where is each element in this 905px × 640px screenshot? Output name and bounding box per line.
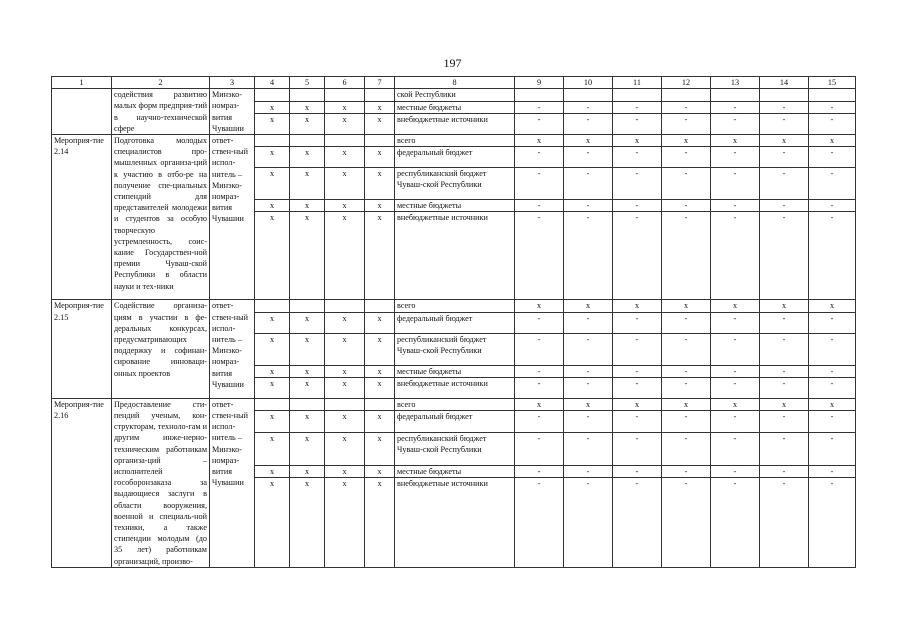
value-cell: - [711, 212, 760, 300]
value-cell: - [515, 432, 564, 465]
value-cell: - [809, 200, 856, 212]
x-mark: x [255, 465, 290, 478]
column-header: 11 [613, 77, 662, 89]
executor-cell: Минэко-номраз-вития Чувашии [210, 89, 255, 135]
value-cell: - [515, 365, 564, 377]
value-cell: - [613, 465, 662, 478]
x-mark: x [290, 333, 325, 365]
value-cell: - [809, 101, 856, 113]
value-cell: - [613, 312, 662, 333]
description-cell: Предоставление сти-пендий ученым, кон-структорам, техноло-гам и другим инже-нерно-техническим работникам организа-ций – исполнителей гособоронзаказа за выдающиеся заслуги в области вооружения, военной и специаль-ной техники, а также стипендии молодым (до 35 лет) работникам организаций, произво- [112, 398, 210, 567]
value-cell: - [760, 312, 809, 333]
x-mark: x [255, 312, 290, 333]
value-cell: - [711, 333, 760, 365]
value-cell: - [515, 478, 564, 567]
empty-cell [325, 398, 365, 411]
empty-cell [711, 89, 760, 101]
column-header: 6 [325, 77, 365, 89]
x-mark: x [365, 113, 395, 134]
x-mark: x [325, 101, 365, 113]
value-cell: - [613, 147, 662, 168]
value-cell: - [515, 465, 564, 478]
funding-source: местные бюджеты [395, 101, 515, 113]
value-cell: - [515, 147, 564, 168]
value-cell: - [809, 147, 856, 168]
x-mark: x [365, 212, 395, 300]
x-mark: x [365, 147, 395, 168]
value-cell: - [809, 411, 856, 433]
empty-cell [613, 89, 662, 101]
x-mark: x [325, 113, 365, 134]
executor-cell: ответ-ствен-ный испол-нитель – Минэко-номраз-вития Чувашии [210, 398, 255, 567]
funding-source: местные бюджеты [395, 465, 515, 478]
value-cell: - [613, 377, 662, 398]
value-cell: - [809, 168, 856, 200]
value-cell: x [515, 398, 564, 411]
value-cell: - [760, 212, 809, 300]
x-mark: x [255, 478, 290, 567]
column-header: 15 [809, 77, 856, 89]
value-cell: x [809, 135, 856, 147]
value-cell: - [662, 333, 711, 365]
value-cell: x [662, 135, 711, 147]
funding-source: федеральный бюджет [395, 411, 515, 433]
value-cell: - [711, 147, 760, 168]
column-header: 8 [395, 77, 515, 89]
funding-source: всего [395, 300, 515, 312]
x-mark: x [255, 333, 290, 365]
value-cell: x [711, 398, 760, 411]
x-mark: x [365, 377, 395, 398]
value-cell: - [662, 478, 711, 567]
value-cell: - [662, 212, 711, 300]
empty-cell [365, 398, 395, 411]
value-cell: - [515, 411, 564, 433]
value-cell: - [564, 147, 613, 168]
empty-cell [255, 89, 290, 101]
x-mark: x [365, 101, 395, 113]
value-cell: x [760, 300, 809, 312]
value-cell: x [760, 135, 809, 147]
value-cell: - [662, 101, 711, 113]
value-cell: - [760, 333, 809, 365]
value-cell: - [515, 200, 564, 212]
funding-source: республиканский бюджет Чуваш-ской Республики [395, 168, 515, 200]
description-cell: содействия развитию малых форм предприя-тий в научно-технической сфере [112, 89, 210, 135]
value-cell: - [711, 312, 760, 333]
value-cell: - [564, 168, 613, 200]
x-mark: x [325, 312, 365, 333]
value-cell: - [760, 101, 809, 113]
empty-cell [255, 135, 290, 147]
x-mark: x [365, 465, 395, 478]
value-cell: - [662, 465, 711, 478]
empty-cell [325, 300, 365, 312]
value-cell: - [613, 333, 662, 365]
value-cell: - [662, 168, 711, 200]
value-cell: - [711, 168, 760, 200]
value-cell: - [760, 432, 809, 465]
empty-cell [290, 135, 325, 147]
value-cell: x [564, 135, 613, 147]
value-cell: - [662, 312, 711, 333]
value-cell: - [613, 200, 662, 212]
x-mark: x [365, 200, 395, 212]
x-mark: x [365, 365, 395, 377]
funding-source: ской Республики [395, 89, 515, 101]
column-header: 14 [760, 77, 809, 89]
x-mark: x [255, 432, 290, 465]
value-cell: x [613, 135, 662, 147]
empty-cell [290, 398, 325, 411]
x-mark: x [255, 147, 290, 168]
value-cell: - [809, 465, 856, 478]
x-mark: x [325, 411, 365, 433]
x-mark: x [325, 478, 365, 567]
empty-cell [515, 89, 564, 101]
empty-cell [365, 300, 395, 312]
value-cell: - [809, 212, 856, 300]
value-cell: x [662, 398, 711, 411]
column-header: 5 [290, 77, 325, 89]
column-header: 1 [52, 77, 112, 89]
value-cell: x [564, 300, 613, 312]
empty-cell [325, 89, 365, 101]
event-cell: Мероприя-тие 2.14 [52, 135, 112, 300]
value-cell: - [711, 101, 760, 113]
x-mark: x [255, 411, 290, 433]
empty-cell [325, 135, 365, 147]
x-mark: x [290, 200, 325, 212]
column-header: 9 [515, 77, 564, 89]
value-cell: - [515, 168, 564, 200]
value-cell: - [809, 365, 856, 377]
funding-source: федеральный бюджет [395, 147, 515, 168]
value-cell: - [711, 478, 760, 567]
x-mark: x [325, 200, 365, 212]
funding-source: всего [395, 398, 515, 411]
page-number: 197 [443, 56, 462, 70]
x-mark: x [255, 200, 290, 212]
empty-cell [662, 89, 711, 101]
value-cell: - [809, 377, 856, 398]
x-mark: x [290, 312, 325, 333]
value-cell: - [613, 432, 662, 465]
value-cell: - [564, 377, 613, 398]
value-cell: - [809, 478, 856, 567]
empty-cell [564, 89, 613, 101]
x-mark: x [365, 411, 395, 433]
funding-source: федеральный бюджет [395, 312, 515, 333]
value-cell: - [515, 377, 564, 398]
x-mark: x [290, 101, 325, 113]
column-header: 10 [564, 77, 613, 89]
funding-source: республиканский бюджет Чуваш-ской Республики [395, 333, 515, 365]
value-cell: - [711, 411, 760, 433]
value-cell: x [809, 300, 856, 312]
x-mark: x [325, 377, 365, 398]
x-mark: x [365, 168, 395, 200]
value-cell: - [711, 377, 760, 398]
x-mark: x [255, 212, 290, 300]
x-mark: x [255, 101, 290, 113]
x-mark: x [365, 312, 395, 333]
x-mark: x [290, 168, 325, 200]
funding-source: всего [395, 135, 515, 147]
empty-cell [255, 300, 290, 312]
column-header: 3 [210, 77, 255, 89]
x-mark: x [325, 432, 365, 465]
x-mark: x [255, 168, 290, 200]
funding-source: местные бюджеты [395, 365, 515, 377]
table-row [52, 300, 856, 312]
x-mark: x [290, 212, 325, 300]
x-mark: x [365, 432, 395, 465]
column-header: 13 [711, 77, 760, 89]
x-mark: x [325, 333, 365, 365]
value-cell: - [564, 478, 613, 567]
value-cell: - [662, 432, 711, 465]
table-row [52, 135, 856, 147]
value-cell: - [662, 147, 711, 168]
value-cell: - [760, 113, 809, 134]
empty-cell [760, 89, 809, 101]
value-cell: - [809, 312, 856, 333]
value-cell: - [760, 200, 809, 212]
value-cell: - [564, 333, 613, 365]
x-mark: x [290, 365, 325, 377]
value-cell: - [515, 333, 564, 365]
value-cell: x [662, 300, 711, 312]
value-cell: - [711, 465, 760, 478]
value-cell: - [515, 312, 564, 333]
value-cell: - [662, 365, 711, 377]
value-cell: - [613, 365, 662, 377]
value-cell: - [711, 113, 760, 134]
funding-source: внебюджетные источники [395, 113, 515, 134]
executor-cell: ответ-ствен-ный испол-нитель – Минэко-номраз-вития Чувашии [210, 300, 255, 398]
empty-cell [809, 89, 856, 101]
value-cell: - [760, 478, 809, 567]
value-cell: - [662, 113, 711, 134]
x-mark: x [290, 113, 325, 134]
value-cell: - [613, 212, 662, 300]
value-cell: x [711, 135, 760, 147]
x-mark: x [325, 465, 365, 478]
value-cell: - [564, 113, 613, 134]
x-mark: x [325, 365, 365, 377]
description-cell: Подготовка молодых специалистов про-мышленных организа-ций к участию в отбо-ре на получение спе-циальных стипендий для представителей молодежи и студентов за особую творческую устремленность, соис-кание Государствен-ной премии Чуваш-ской Республики в области науки и тех-ники [112, 135, 210, 300]
value-cell: - [613, 168, 662, 200]
value-cell: - [662, 411, 711, 433]
empty-cell [290, 89, 325, 101]
value-cell: - [564, 411, 613, 433]
empty-cell [365, 89, 395, 101]
x-mark: x [290, 432, 325, 465]
value-cell: x [760, 398, 809, 411]
funding-source: республиканский бюджет Чуваш-ской Республики [395, 432, 515, 465]
funding-source: местные бюджеты [395, 200, 515, 212]
value-cell: - [515, 101, 564, 113]
header-row [52, 77, 856, 89]
value-cell: - [809, 432, 856, 465]
table-row [52, 398, 856, 411]
x-mark: x [290, 147, 325, 168]
x-mark: x [255, 365, 290, 377]
value-cell: x [564, 398, 613, 411]
description-cell: Содействие организа-циям в участии в фе-деральных конкурсах, предусматривающих поддержку и софинан-сирование инноваци-онных проектов [112, 300, 210, 398]
value-cell: - [711, 432, 760, 465]
value-cell: - [760, 411, 809, 433]
value-cell: - [662, 377, 711, 398]
column-header: 2 [112, 77, 210, 89]
value-cell: - [564, 101, 613, 113]
value-cell: - [515, 212, 564, 300]
value-cell: - [564, 200, 613, 212]
value-cell: - [809, 333, 856, 365]
value-cell: - [613, 411, 662, 433]
value-cell: - [760, 365, 809, 377]
empty-cell [365, 135, 395, 147]
funding-source: внебюджетные источники [395, 478, 515, 567]
value-cell: x [613, 300, 662, 312]
value-cell: - [564, 212, 613, 300]
value-cell: x [711, 300, 760, 312]
value-cell: - [760, 465, 809, 478]
x-mark: x [290, 478, 325, 567]
x-mark: x [325, 147, 365, 168]
funding-source: внебюджетные источники [395, 212, 515, 300]
value-cell: - [760, 168, 809, 200]
empty-cell [290, 300, 325, 312]
value-cell: - [760, 377, 809, 398]
value-cell: - [711, 365, 760, 377]
column-header: 7 [365, 77, 395, 89]
x-mark: x [325, 212, 365, 300]
value-cell: - [662, 200, 711, 212]
value-cell: - [613, 478, 662, 567]
event-cell: Мероприя-тие 2.16 [52, 398, 112, 567]
value-cell: x [613, 398, 662, 411]
value-cell: - [564, 465, 613, 478]
x-mark: x [325, 168, 365, 200]
column-header: 12 [662, 77, 711, 89]
x-mark: x [255, 113, 290, 134]
executor-cell: ответ-ствен-ный испол-нитель – Минэко-номраз-вития Чувашии [210, 135, 255, 300]
x-mark: x [290, 411, 325, 433]
empty-cell [255, 398, 290, 411]
value-cell: - [809, 113, 856, 134]
funding-source: внебюджетные источники [395, 377, 515, 398]
value-cell: - [760, 147, 809, 168]
value-cell: x [515, 300, 564, 312]
value-cell: - [711, 200, 760, 212]
x-mark: x [255, 377, 290, 398]
x-mark: x [290, 377, 325, 398]
event-cell [52, 89, 112, 135]
value-cell: x [809, 398, 856, 411]
value-cell: - [564, 432, 613, 465]
value-cell: - [613, 113, 662, 134]
column-header: 4 [255, 77, 290, 89]
table-row [52, 89, 856, 101]
x-mark: x [365, 478, 395, 567]
event-cell: Мероприя-тие 2.15 [52, 300, 112, 398]
value-cell: - [564, 312, 613, 333]
value-cell: - [564, 365, 613, 377]
x-mark: x [290, 465, 325, 478]
value-cell: - [515, 113, 564, 134]
value-cell: - [613, 101, 662, 113]
program-table [51, 76, 856, 568]
x-mark: x [365, 333, 395, 365]
value-cell: x [515, 135, 564, 147]
